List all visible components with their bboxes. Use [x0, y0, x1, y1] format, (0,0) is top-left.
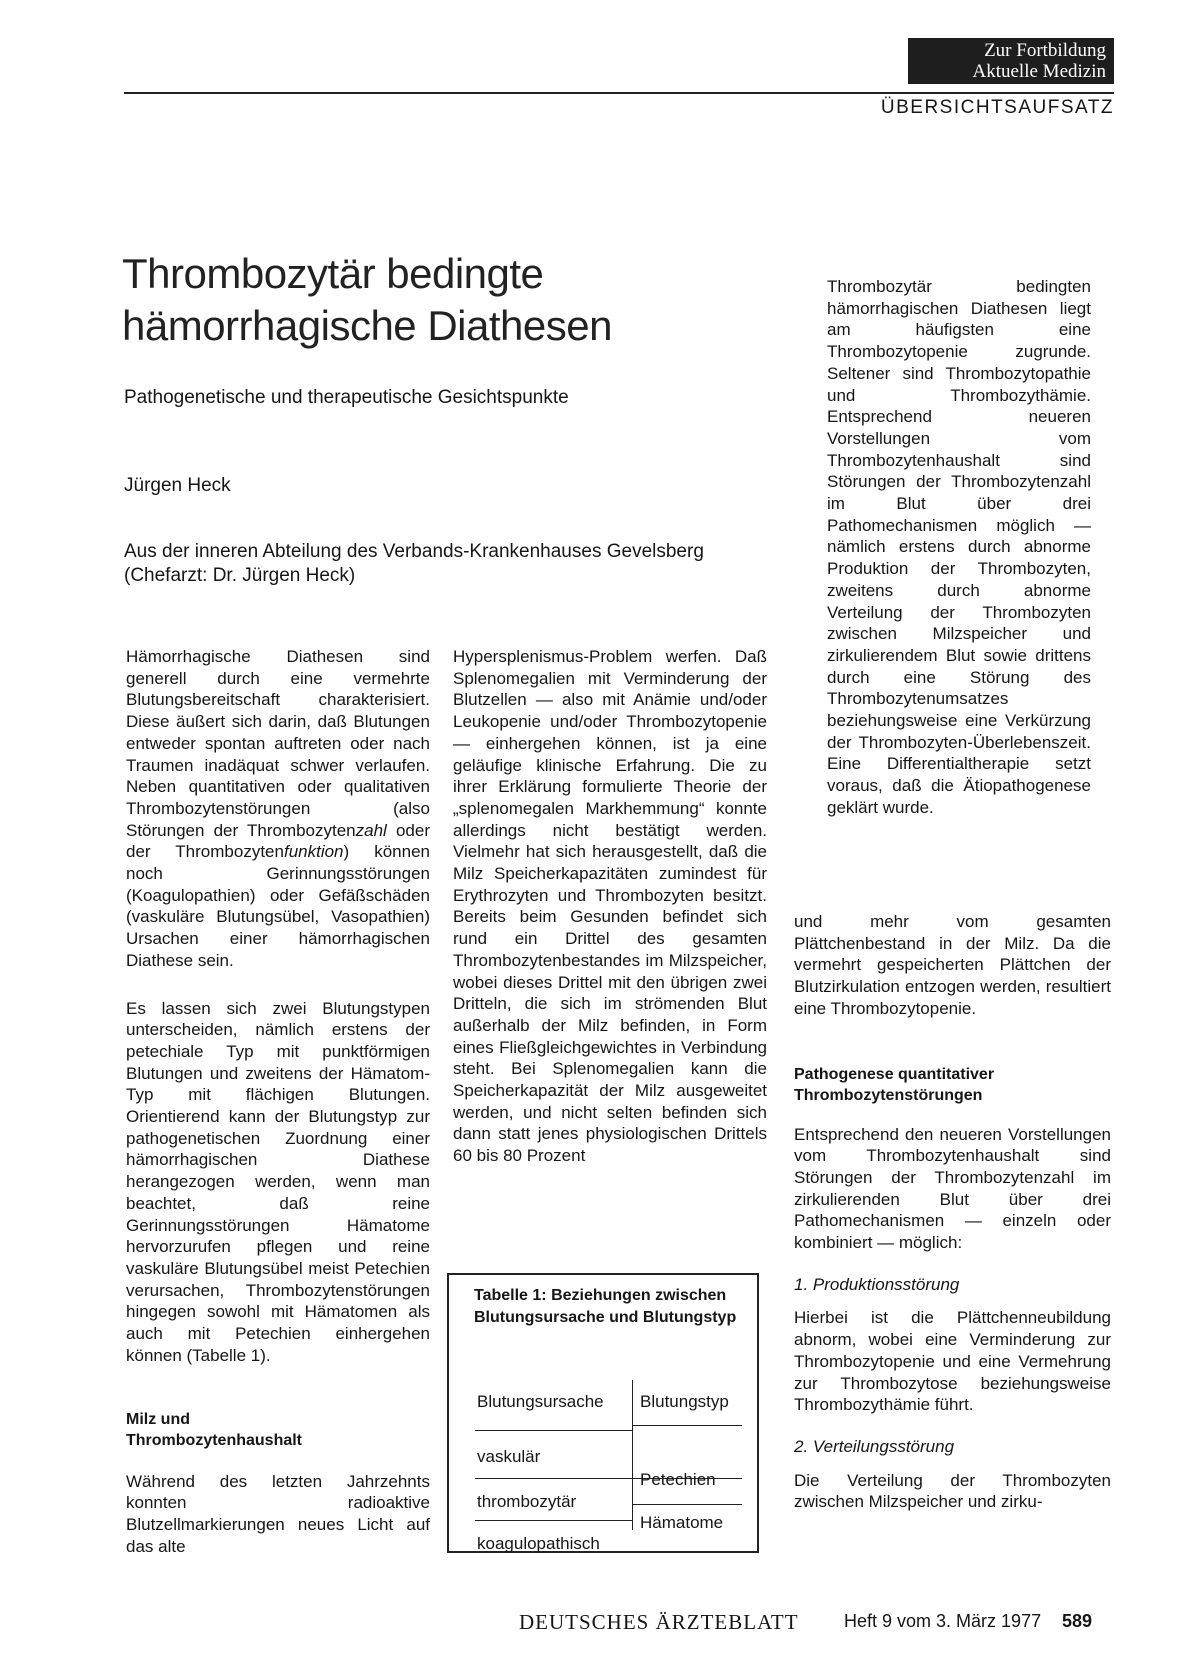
col1-p1-emphasis-funktion: funktion [283, 842, 344, 862]
col1-heading-line-2: Thrombozytenhaushalt [126, 1431, 303, 1449]
section-label: ÜBERSICHTSAUFSATZ [880, 97, 1114, 118]
footer-journal: DEUTSCHES ÄRZTEBLATT [519, 1610, 799, 1634]
col1-p1-text-c: ) können noch Gerinnungsstörungen (Koagulopathien) oder Gefäßschäden (vaskuläre Blutungsübel, Vasopathien) Ursachen einer hämorrhagischen Diathese sein. [126, 842, 430, 970]
table-cause-thrombozytaer: thrombozytär [477, 1492, 577, 1511]
col3-heading [794, 1064, 1111, 1106]
col3-paragraph-1: und mehr vom gesamten Plättchenbestand in der Milz. Da die vermehrt gespeicherten Plättchen der Blutzirkulation entzogen werden, resultiert eine Thrombozytopenie. [794, 912, 1111, 1018]
affiliation-line-2: (Chefarzt: Dr. Jürgen Heck) [124, 565, 356, 586]
table-caption: Tabelle 1: Beziehungen zwischen Blutungsursache und Blutungstyp [474, 1287, 737, 1326]
col3-heading-line-2: Thrombozytenstörungen [794, 1086, 983, 1104]
col3-subheading-1: 1. Produktionsstörung [794, 1274, 960, 1294]
table-type-petechien: Petechien [640, 1470, 716, 1489]
col3-paragraph-3: Hierbei ist die Plättchenneubildung abnorm, wobei eine Verminderung zur Thrombozytopenie und eine Vermehrung zur Thrombozytose beziehungsweise Thrombozythämie führt. [794, 1308, 1111, 1415]
header-rule [124, 92, 1114, 94]
col3-paragraph-2: Entsprechend den neueren Vorstellungen vom Thrombozytenhaushalt sind Störungen der Thrombozytenzahl im zirkulierenden Blut über drei Pathomechanismen — einzeln oder kombiniert — möglich: [794, 1124, 1111, 1253]
col1-paragraph-3: Während des letzten Jahrzehnts konnten radioaktive Blutzellmarkierungen neues Licht auf das alte [126, 1471, 430, 1556]
table-header-type: Blutungstyp [640, 1392, 729, 1411]
col1-paragraph-2: Es lassen sich zwei Blutungstypen unterscheiden, nämlich erstens der petechiale Typ mit punktförmigen Blutungen und zweitens der Hämatom-Typ mit flächigen Blutungen. Orientierend kann der Blutungstyp zur pathogenetischen Zuordnung einer hämorrhagischen Diathese herangezogen werden, wenn man beachtet, daß reine Gerinnungsstörungen Hämatome hervorzurufen pflegen und reine vaskuläre Blutungsübel meist Petechien verursachen, Thrombozytenstörungen hingegen sowohl mit Hämatomen als auch mit Petechien einhergehen können (Tabelle 1). [126, 998, 430, 1365]
table-rule-cause-header [475, 1430, 632, 1431]
column-2 [453, 646, 767, 1167]
column-3 [794, 911, 1111, 1513]
col3-heading-line-1: Pathogenese quantitativer [794, 1065, 995, 1083]
footer-issue: Heft 9 vom 3. März 1977 [844, 1611, 1042, 1631]
abstract-text: Thrombozytär bedingten hämorrhagischen Diathesen liegt am häufigsten eine Thrombozytopenie zugrunde. Seltener sind Thrombozytopathie und Thrombozythämie. Entsprechend neueren Vorstellungen vom Thrombozytenhaushalt sind Störungen der Thrombozytenzahl im Blut über drei Pathomechanismen möglich — nämlich erstens durch abnorme Produktion der Thrombozyten, zweitens durch abnorme Verteilung der Thrombozyten zwischen Milzspeicher und zirkulierendem Blut sowie drittens durch eine Störung des Thrombozytenumsatzes beziehungsweise eine Verkürzung der Thrombozyten-Überlebenszeit. Eine Differentialtherapie setzt voraus, daß die Ätiopathogenese geklärt wurde. [827, 277, 1091, 817]
col1-paragraph-1 [126, 646, 430, 972]
title-line-1: Thrombozytär bedingte [122, 250, 544, 297]
abstract [827, 276, 1091, 819]
article-affiliation [124, 540, 804, 588]
title-line-2: hämorrhagische Diathesen [122, 302, 612, 349]
column-1 [126, 646, 430, 1557]
table-header-cause: Blutungsursache [477, 1392, 604, 1411]
col1-heading [126, 1409, 430, 1451]
col1-heading-line-1: Milz und [126, 1410, 190, 1428]
table-type-haematome: Hämatome [640, 1513, 724, 1532]
badge-line-1: Zur Fortbildung [984, 40, 1106, 61]
table-rule-row-2 [475, 1520, 632, 1521]
table-rule-type-header [632, 1425, 742, 1426]
article-title [122, 248, 612, 352]
col3-subheading-2: 2. Verteilungsstörung [794, 1436, 955, 1456]
col1-p1-emphasis-zahl: zahl [355, 820, 387, 840]
badge-line-2: Aktuelle Medizin [972, 61, 1106, 82]
table-cause-vaskulaer: vaskulär [477, 1447, 541, 1466]
col3-paragraph-4: Die Verteilung der Thrombozyten zwischen Milzspeicher und zirku- [794, 1470, 1111, 1512]
table-column-divider [632, 1380, 633, 1530]
article-author: Jürgen Heck [124, 475, 231, 496]
col1-p1-text-a: Hämorrhagische Diathesen sind generell durch eine vermehrte Blutungsbereitschaft charakterisiert. Diese äußert sich darin, daß Blutungen entweder spontan auftreten oder nach Traumen inadäquat schwer verlaufen. Neben quantitativen oder qualitativen Thrombozytenstörungen (also Störungen der Thrombozyten [126, 647, 430, 840]
col1-p1-text-b: oder der Thrombozyten [126, 820, 430, 862]
footer-page-number: 589 [1062, 1611, 1093, 1631]
col2-paragraph-1: Hypersplenismus-Problem werfen. Daß Splenomegalien mit Verminderung der Blutzellen — also mit Anämie und/oder Leukopenie und/oder Thrombozytopenie — einhergehen können, ist ja eine geläufige klinische Erfahrung. Die zu ihrer Erklärung formulierte Theorie der „splenomegalen Markhemmung“ konnte allerdings nicht bestätigt werden. Vielmehr hat sich herausgestellt, daß die Milz Speicherkapazitäten zumindest für Erythrozyten und Thrombozyten besitzt. Bereits beim Gesunden befindet sich rund ein Drittel des gesamten Thrombozytenbestandes im Milzspeicher, wobei dieses Drittel mit den übrigen zwei Dritteln, die sich im strömenden Blut außerhalb der Milz befinden, in Form eines Fließgleichgewichtes in Verbindung steht. Bei Splenomegalien kann die Speicherkapazität der Milz ausgeweitet werden, und nicht selten befinden sich dann statt jenes physiologischen Drittels 60 bis 80 Prozent [453, 647, 767, 1166]
table-rule-type-row [632, 1504, 742, 1505]
affiliation-line-1: Aus der inneren Abteilung des Verbands-Krankenhauses Gevelsberg [124, 541, 704, 562]
section-badge [908, 38, 1114, 84]
article-subtitle: Pathogenetische und therapeutische Gesichtspunkte [124, 387, 569, 408]
table-cause-koagulopathisch: koagulopathisch [477, 1534, 600, 1553]
